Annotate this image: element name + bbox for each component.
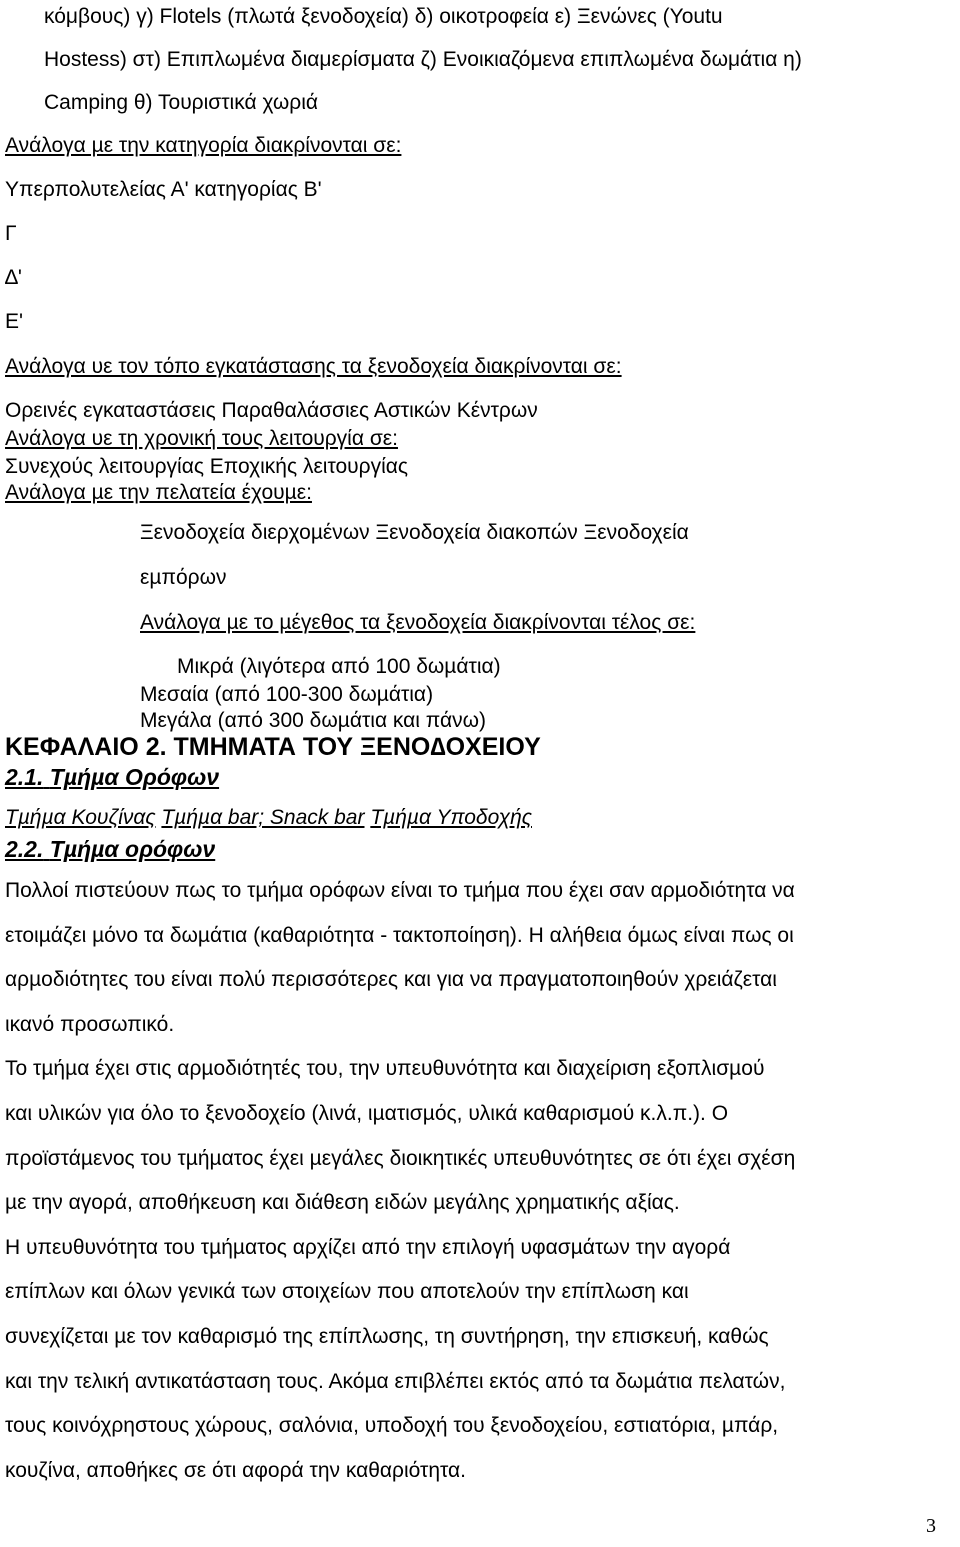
category-line-3: ∆'	[5, 266, 22, 289]
size-line-2: Μεσαία (από 100-300 δωµάτια)	[140, 683, 434, 706]
section-2-2-title: Τµήµα ορόφων	[49, 836, 216, 862]
chapter-title: ΚΕΦΑΛΑΙΟ 2. ΤΜΗΜΑΤΑ ΤΟΥ ΞΕΝΟ∆ΟΧΕΙΟΥ	[5, 733, 541, 761]
category-line-4: Ε'	[5, 310, 24, 333]
body-line-5: Το τµήµα έχει στις αρµοδιότητές του, την υπευθυνότητα και διαχείριση εξοπλισµού	[5, 1057, 765, 1080]
body-line-6: και υλικών για όλο το ξενοδοχείο (λινά, ιµατισµός, υλικά καθαρισµού κ.λ.π.). Ο	[5, 1102, 729, 1125]
department-kitchen: Τµήµα Κουζίνας	[5, 806, 156, 829]
intro-line-3: Camping θ) Τουριστικά χωριά	[44, 91, 319, 114]
operation-line-1: Συνεχούς λειτουργίας Εποχικής λειτουργίας	[5, 455, 408, 478]
category-line-2: Γ	[5, 222, 17, 245]
section-2-1-heading	[5, 765, 219, 789]
body-line-3: αρµοδιότητες του είναι πολύ περισσότερες και για να πραγµατοποιηθούν χρειάζεται	[5, 968, 777, 991]
page-number: 3	[926, 1515, 936, 1537]
section-2-1-number: 2.1.	[5, 764, 44, 790]
size-heading: Ανάλογα µε το µέγεθος τα ξενοδοχεία διακρίνονται τέλος σε:	[140, 611, 696, 634]
section-2-2-heading	[5, 837, 215, 861]
body-line-1: Πολλοί πιστεύουν πως το τµήµα ορόφων είναι το τµήµα που έχει σαν αρµοδιότητα να	[5, 879, 795, 902]
body-line-13: τους κοινόχρηστους χώρους, σαλόνια, υποδοχή του ξενοδοχείου, εστιατόρια, µπάρ,	[5, 1414, 779, 1437]
body-line-12: και την τελική αντικατάσταση τους. Ακόµα επιβλέπει εκτός από τα δωµάτια πελατών,	[5, 1370, 786, 1393]
size-line-1: Μικρά (λιγότερα από 100 δωµάτια)	[177, 655, 501, 678]
section-2-2-number: 2.2.	[5, 836, 44, 862]
section-2-1-title: Τµήµα Ορόφων	[49, 764, 220, 790]
category-line-1: Υπερπολυτελείας Α' κατηγορίας Β'	[5, 178, 322, 201]
location-heading: Ανάλογα υε τον τόπο εγκατάστασης τα ξενοδοχεία διακρίνονται σε:	[5, 355, 622, 378]
clientele-line-1: Ξενοδοχεία διερχοµένων Ξενοδοχεία διακοπών Ξενοδοχεία	[140, 521, 689, 544]
body-line-4: ικανό προσωπικό.	[5, 1013, 175, 1036]
intro-line-1: κόμβους) γ) Flotels (πλωτά ξενοδοχεία) δ) οικοτροφεία ε) Ξενώνες (Youtu	[44, 5, 723, 28]
body-line-10: επίπλων και όλων γενικά των στοιχείων που αποτελούν την επίπλωση και	[5, 1280, 689, 1303]
location-line-1: Ορεινές εγκαταστάσεις Παραθαλάσσιες Αστικών Κέντρων	[5, 399, 538, 422]
clientele-line-2: εµπόρων	[140, 566, 227, 589]
body-line-8: µε την αγορά, αποθήκευση και διάθεση ειδών µεγάλης χρηµατικής αξίας.	[5, 1191, 680, 1214]
intro-line-2: Hostess) στ) Επιπλωμένα διαμερίσματα ζ) Ενοικιαζόμενα επιπλωμένα δωμάτια η)	[44, 48, 802, 71]
operation-heading: Ανάλογα υε τη χρονική τους λειτουργία σε:	[5, 427, 398, 450]
category-heading: Ανάλογα µε την κατηγορία διακρίνονται σε:	[5, 134, 402, 157]
size-line-3: Μεγάλα (από 300 δωµάτια και πάνω)	[140, 709, 487, 732]
body-line-2: ετοιµάζει µόνο τα δωµάτια (καθαριότητα - τακτοποίηση). Η αλήθεια όµως είναι πως οι	[5, 924, 794, 947]
body-line-9: Η υπευθυνότητα του τµήµατος αρχίζει από την επιλογή υφασµάτων την αγορά	[5, 1236, 731, 1259]
department-list	[5, 806, 532, 830]
body-line-11: συνεχίζεται µε τον καθαρισµό της επίπλωσης, τη συντήρηση, την επισκευή, καθώς	[5, 1325, 769, 1348]
clientele-heading: Ανάλογα µε την πελατεία έχουµε:	[5, 481, 312, 504]
department-reception: Τµήµα Υποδοχής	[370, 806, 532, 829]
body-line-14: κουζίνα, αποθήκες σε ότι αφορά την καθαριότητα.	[5, 1459, 466, 1482]
body-line-7: προϊστάµενος του τµήµατος έχει µεγάλες διοικητικές υπευθυνότητες σε ότι έχει σχέση	[5, 1147, 796, 1170]
department-bar: Τµήµα bar; Snack bar	[161, 806, 365, 829]
